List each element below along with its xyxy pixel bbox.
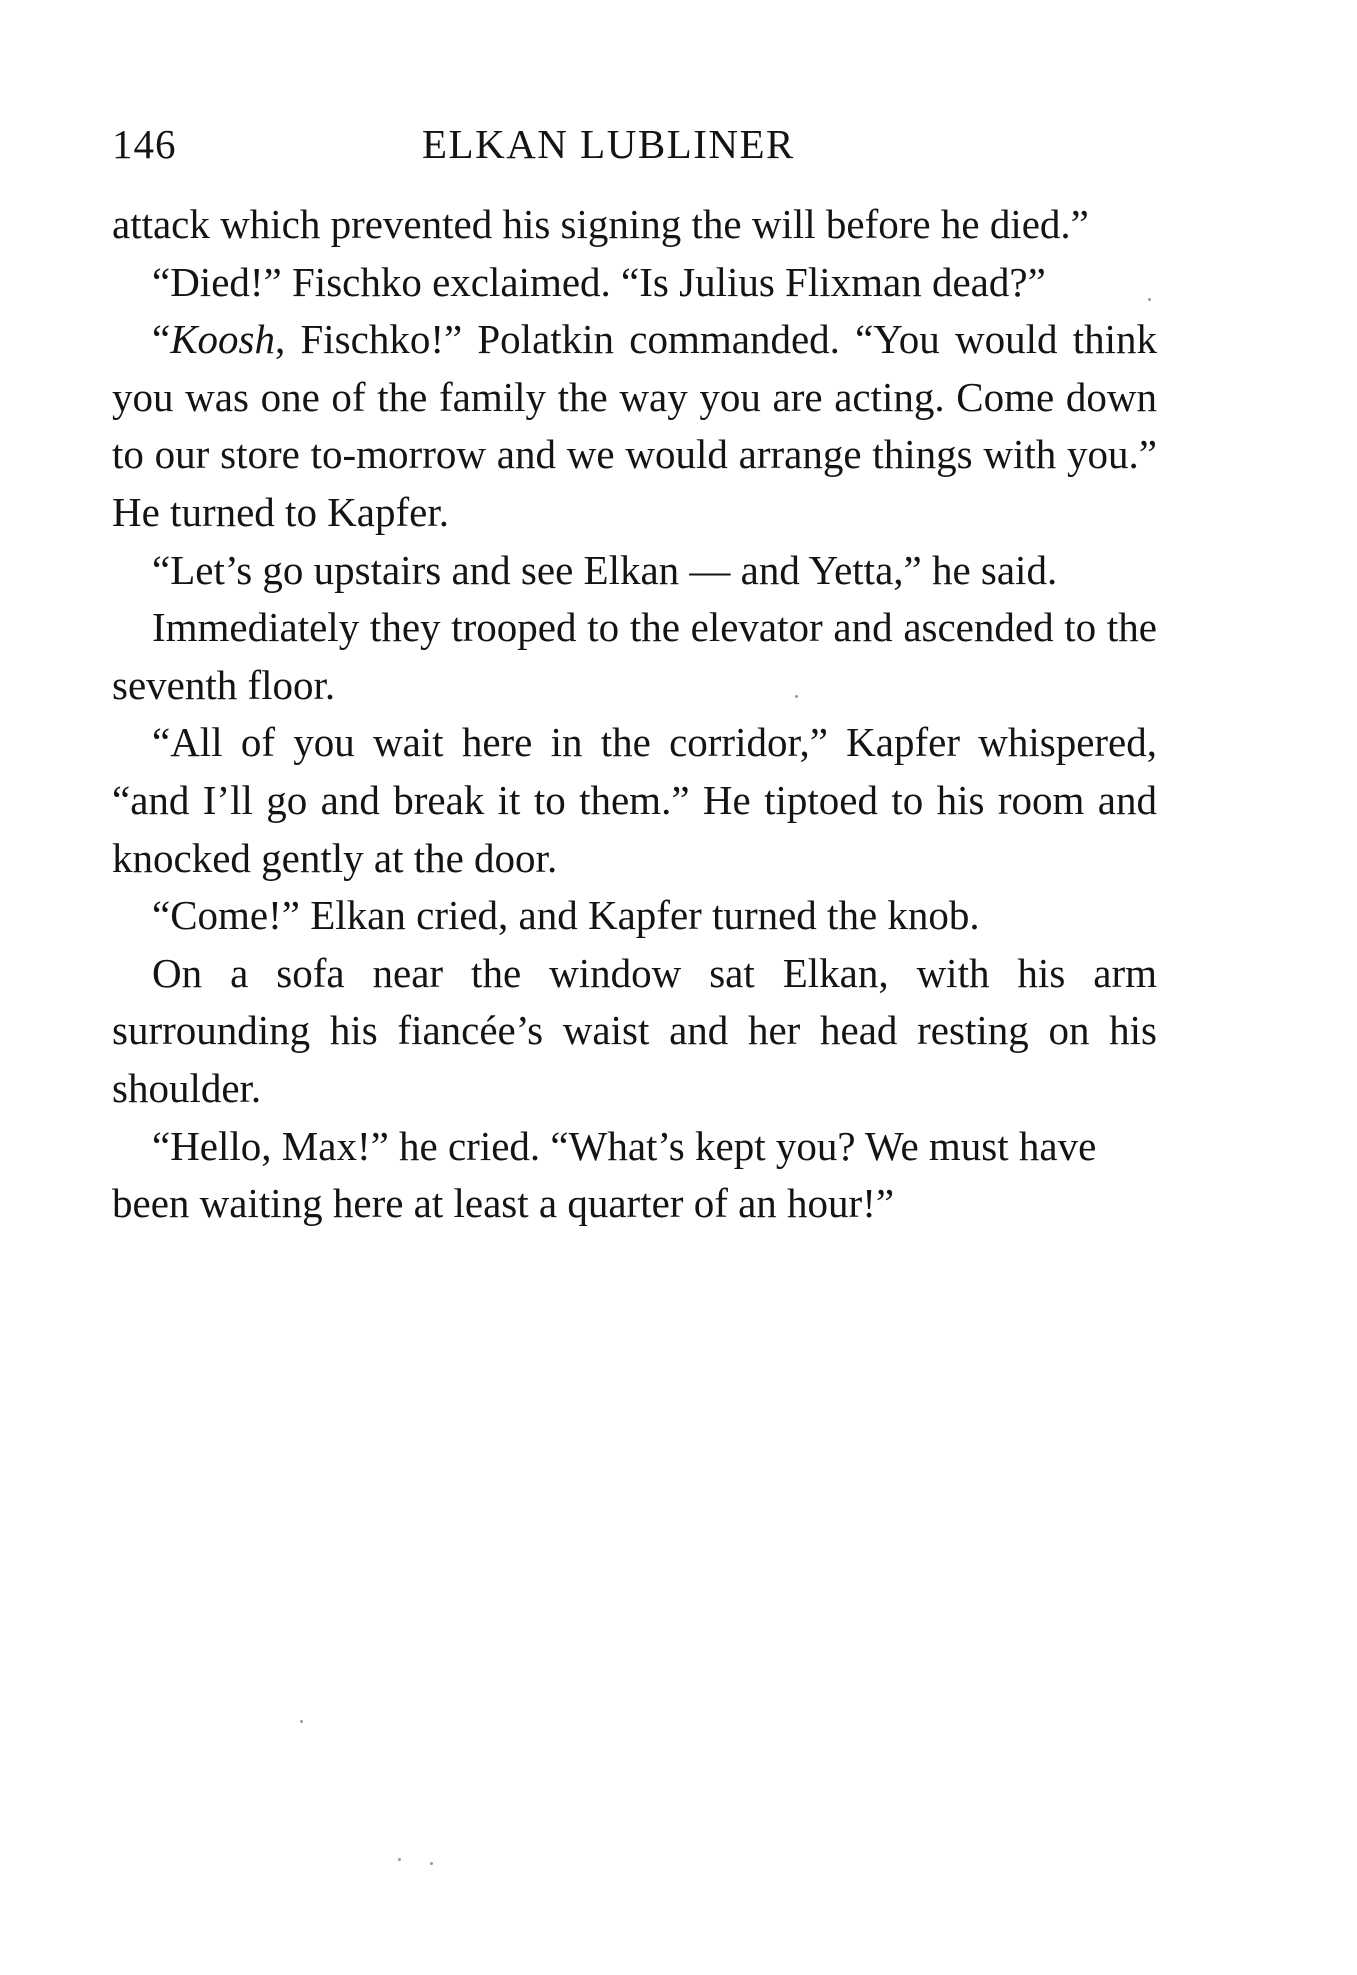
running-title: ELKAN LUBLINER [422,121,795,167]
page-number: 146 [112,121,177,167]
scan-speck [1148,298,1151,301]
body-text [112,196,1157,1233]
scan-speck [430,1862,433,1865]
paragraph: Immediately they trooped to the elevator and ascended to the seventh floor. [112,604,1157,708]
paragraph: On a sofa near the window sat Elkan, with his arm surrounding his fiancée’s waist and her head resting on his shoulder. [112,949,1157,1111]
paragraph-text: , Fischko!” Polatkin commanded. “You would think you was one of the family the way you are acting. Come down to our store to-morrow and we would arrange things with you.” He turned to Kapfer. [112,316,1157,535]
paragraph: “Hello, Max!” he cried. “What’s kept you? We must have been waiting here at least a quarter of an hour!” [112,1122,1097,1227]
paragraph: “All of you wait here in the corridor,” Kapfer whispered, “and I’ll go and break it to them.” He tiptoed to his room and knocked gently at the door. [112,719,1157,881]
paragraph [112,311,1157,541]
opening-quote: “ [152,316,171,363]
scan-speck [795,695,798,698]
italic-word: Koosh [170,316,276,363]
scan-speck [300,1720,303,1723]
paragraph: attack which prevented his signing the will before he died.” [112,201,1089,247]
paragraph: “Died!” Fischko exclaimed. “Is Julius Flixman dead?” [152,258,1046,305]
scan-speck [398,1858,401,1861]
running-head [112,118,1162,170]
paragraph: “Let’s go upstairs and see Elkan — and Yetta,” he said. [152,546,1058,593]
paragraph: “Come!” Elkan cried, and Kapfer turned the knob. [152,892,980,939]
